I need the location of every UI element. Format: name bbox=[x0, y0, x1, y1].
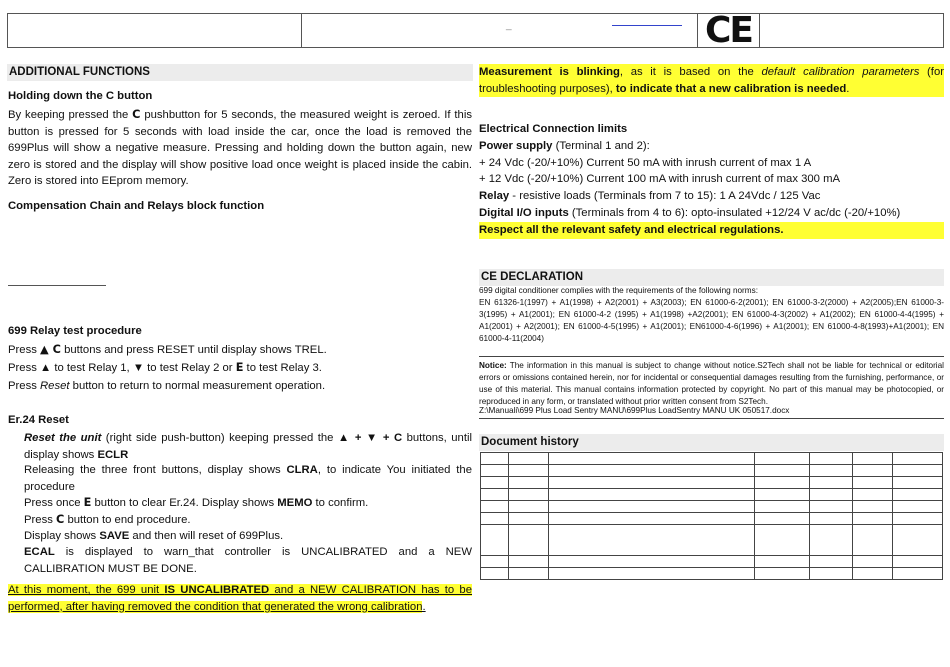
blinking-note: Measurement is blinking, as it is based on the default calibration parameters (for troubleshooting purposes), to indicate that a new calibration is needed. bbox=[479, 64, 944, 97]
er24-title: Er.24 Reset bbox=[8, 414, 69, 426]
power-supply-line: Power supply (Terminal 1 and 2): bbox=[479, 140, 650, 152]
electrical-limits-title: Electrical Connection limits bbox=[479, 123, 628, 135]
voltage-12-line: + 12 Vdc (-20/+10%) Current 100 mA with inrush current of max 300 mA bbox=[479, 173, 841, 185]
table-row bbox=[481, 501, 943, 513]
er24-step-4: Press C button to end procedure. bbox=[24, 513, 191, 526]
ce-mark-logo: CE bbox=[698, 14, 760, 47]
table-row bbox=[481, 513, 943, 525]
notice-rule-top bbox=[479, 356, 944, 357]
footnote-rule bbox=[8, 285, 106, 286]
table-row bbox=[481, 465, 943, 477]
header-cell-left bbox=[8, 14, 302, 47]
er24-step-6: ECAL is displayed to warn_that controller is UNCALIBRATED and a NEW CALLIBRATION MUST BE DONE. bbox=[24, 546, 472, 575]
page-header bbox=[7, 10, 944, 51]
holding-title: Holding down the C button bbox=[8, 90, 153, 102]
header-cell-middle bbox=[302, 14, 698, 47]
digital-io-line: Digital I/O inputs (Terminals from 4 to 6): opto-insulated +12/24 V ac/dc (-20/+10%) bbox=[479, 207, 901, 219]
relay-loads-line: Relay - resistive loads (Terminals from 7 to 15): 1 A 24Vdc / 125 Vac bbox=[479, 190, 821, 202]
section-document-history: Document history bbox=[479, 434, 944, 451]
compensation-title: Compensation Chain and Relays block function bbox=[8, 200, 265, 212]
notice-block: Notice: The information in this manual is subject to change without notice.S2Tech shall not be liable for technical or editorial errors or omissions contained herein, nor for incidental or consequential damages resulting from the furnishing, performance, or use of this material. This manual contains information protected by copyright. No part of this manual may be photocopied, or reproduced in any form, or translated without prior written consent from S2Tech. bbox=[479, 361, 944, 406]
ce-intro: 699 digital conditioner complies with the requirements of the following norms: bbox=[479, 286, 758, 295]
table-row bbox=[481, 525, 943, 556]
header-cell-right bbox=[760, 14, 943, 47]
ce-norms: EN 61326-1(1997) + A1(1998) + A2(2001) + A3(2003); EN 61000-6-2(2001); EN 61000-3-2(2000) + A2(2005);EN 61000-3-3(1995) + A1(2001); EN 61000-4-2 (1995) + A1(1998) +A2(2001); EN 61000-4-3(2002) + A1(2002); EN 61000-4-4(1995) + A1(2001) + A2(2001); EN 61000-4-5(1995) + A1(2001); EN61000-4-6(1996) + A1(2001); EN 61000-4-8(1993)+A1(2001); EN 61000-4-11(2004) bbox=[479, 298, 944, 343]
table-row bbox=[481, 556, 943, 568]
er24-step-3: Press once E button to clear Er.24. Display shows MEMO to confirm. bbox=[24, 496, 369, 509]
voltage-24-line: + 24 Vdc (-20/+10%) Current 50 mA with inrush current of max 1 A bbox=[479, 157, 812, 169]
table-row bbox=[481, 568, 943, 580]
document-history-table bbox=[480, 452, 943, 580]
table-row bbox=[481, 489, 943, 501]
table-row bbox=[481, 453, 943, 465]
file-path: Z:\Manuali\699 Plus Load Sentry MANU\699Plus LoadSentry MANU UK 050517.docx bbox=[479, 406, 790, 415]
relay-test-line-1: Press ▲ C buttons and press RESET until display shows TREL. bbox=[8, 343, 327, 356]
holding-paragraph: By keeping pressed the C pushbutton for 5 seconds, the measured weight is zeroed. If this button is pressed for 5 seconds with load inside the car, once the load is removed the 699Plus will show a negative measure. Pressing and holding down the button again, new zero is stored and the display will show positive load once weight is placed inside the cabin. Zero is stored into EEprom memory. bbox=[8, 108, 472, 188]
safety-note: Respect all the relevant safety and electrical regulations. bbox=[479, 222, 944, 239]
table-row bbox=[481, 477, 943, 489]
notice-rule-bottom bbox=[479, 418, 944, 419]
header-link-line bbox=[612, 25, 682, 26]
uncalibrated-warning: At this moment, the 699 unit IS UNCALIBRATED and a NEW CALIBRATION has to be performed, after having removed the condition that generated the wrong calibration. bbox=[8, 584, 472, 613]
section-ce-declaration: CE DECLARATION bbox=[479, 269, 944, 286]
er24-step-5: Display shows SAVE and then will reset of 699Plus. bbox=[24, 530, 284, 542]
er24-step-1: Reset the unit (right side push-button) keeping pressed the ▲ + ▼ + C buttons, until display shows ECLR bbox=[24, 432, 472, 461]
section-additional-functions: ADDITIONAL FUNCTIONS bbox=[7, 64, 473, 81]
relay-test-line-3: Press Reset button to return to normal measurement operation. bbox=[8, 380, 326, 392]
header-dash: _ bbox=[506, 20, 512, 31]
relay-test-title: 699 Relay test procedure bbox=[8, 325, 142, 337]
er24-step-2: Releasing the three front buttons, display shows CLRA, to indicate You initiated the procedure bbox=[24, 464, 472, 493]
relay-test-line-2: Press ▲ to test Relay 1, ▼ to test Relay 2 or E to test Relay 3. bbox=[8, 361, 322, 374]
